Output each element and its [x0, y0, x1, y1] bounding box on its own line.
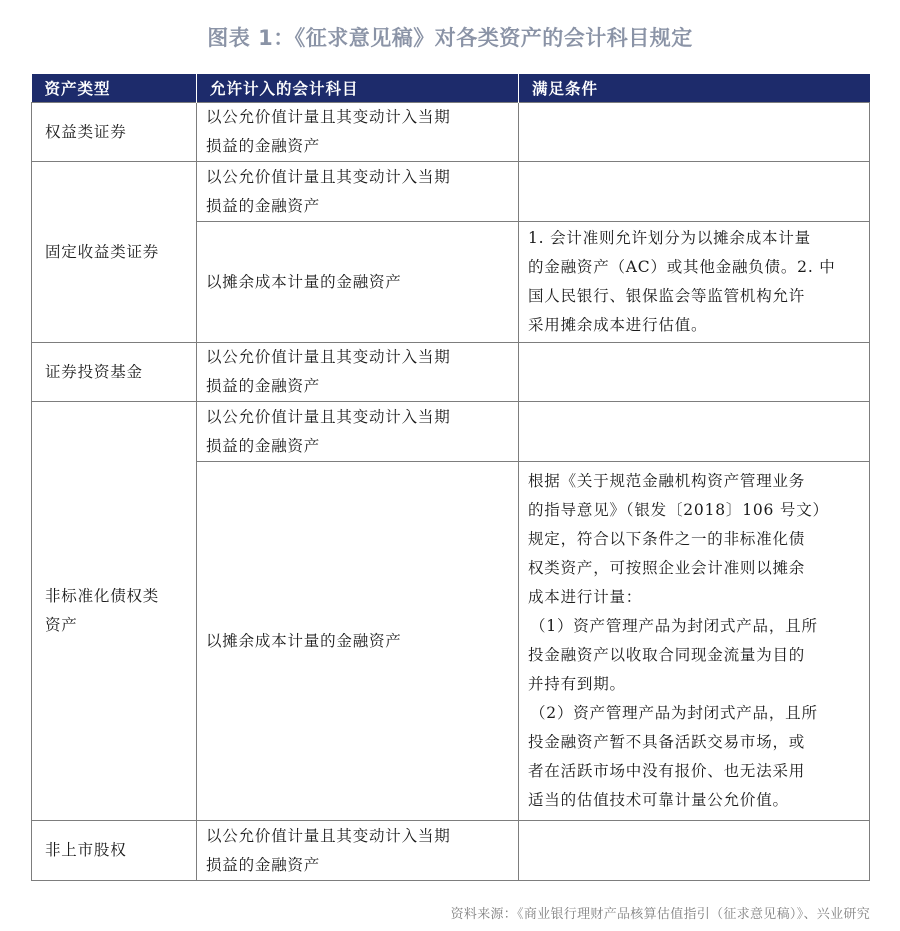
asset-type-line: 非标准化债权类: [45, 587, 160, 605]
asset-type-cell: 证券投资基金: [32, 343, 197, 402]
condition-cell: [519, 462, 870, 821]
condition-line: （2）资产管理产品为封闭式产品，且所: [530, 704, 818, 722]
condition-line: 规定，符合以下条件之一的非标准化债: [528, 530, 806, 548]
accounting-subject-cell: [197, 821, 519, 881]
asset-accounting-table: [31, 74, 870, 881]
accounting-subject-cell: 以摊余成本计量的金融资产: [197, 222, 519, 343]
condition-cell: [519, 343, 870, 402]
condition-cell: [519, 402, 870, 462]
condition-cell: [519, 162, 870, 222]
subject-line: 损益的金融资产: [206, 377, 321, 395]
table-row: [32, 402, 870, 462]
subject-line: 损益的金融资产: [206, 196, 321, 215]
table-header-row: [32, 74, 870, 103]
header-conditions: 满足条件: [519, 74, 870, 103]
table-row: [32, 343, 870, 402]
accounting-subject-cell: 以摊余成本计量的金融资产: [197, 462, 519, 821]
accounting-subject-cell: [197, 343, 519, 402]
condition-line: 国人民银行、银保监会等监管机构允许: [528, 287, 806, 305]
subject-line: 以公允价值计量且其变动计入当期: [206, 167, 451, 186]
subject-line: 以公允价值计量且其变动计入当期: [206, 348, 451, 366]
condition-line: 成本进行计量：: [528, 588, 643, 606]
source-note: 资料来源：《商业银行理财产品核算估值指引（征求意见稿）》、兴业研究: [450, 907, 870, 922]
subject-line: 以公允价值计量且其变动计入当期: [206, 108, 451, 126]
condition-line: 根据《关于规范金融机构资产管理业务: [528, 472, 806, 490]
header-accounting-subject: 允许计入的会计科目: [197, 74, 519, 103]
accounting-subject-cell: [197, 162, 519, 222]
accounting-subject-cell: [197, 402, 519, 462]
condition-line: 采用摊余成本进行估值。: [528, 316, 708, 334]
condition-line: 1. 会计准则允许划分为以摊余成本计量: [528, 229, 811, 247]
accounting-subject-cell: [197, 103, 519, 162]
table-row: [32, 103, 870, 162]
asset-type-cell: 固定收益类证券: [32, 162, 197, 343]
condition-line: （1）资产管理产品为封闭式产品，且所: [530, 617, 818, 635]
figure-title: 图表 1：《征求意见稿》对各类资产的会计科目规定: [207, 26, 693, 50]
asset-type-line: 资产: [45, 616, 78, 634]
condition-line: 适当的估值技术可靠计量公允价值。: [528, 791, 789, 809]
condition-line: 者在活跃市场中没有报价、也无法采用: [528, 762, 806, 780]
condition-cell: [519, 821, 870, 881]
condition-line: 权类资产，可按照企业会计准则以摊余: [528, 559, 806, 577]
subject-line: 损益的金融资产: [206, 855, 321, 874]
table-row: [32, 162, 870, 222]
condition-line: 的金融资产（AC）或其他金融负债。2. 中: [528, 258, 836, 276]
subject-line: 损益的金融资产: [206, 137, 321, 155]
condition-line: 的指导意见》（银发〔2018〕106 号文）: [528, 501, 829, 519]
asset-type-cell: 非上市股权: [32, 821, 197, 881]
subject-line: 以公允价值计量且其变动计入当期: [206, 407, 451, 426]
condition-cell: [519, 103, 870, 162]
condition-line: 并持有到期。: [528, 675, 626, 693]
condition-line: 投金融资产以收取合同现金流量为目的: [528, 646, 806, 664]
asset-type-cell: [32, 402, 197, 821]
header-asset-type: 资产类型: [32, 74, 197, 103]
table-row: [32, 821, 870, 881]
condition-line: 投金融资产暂不具备活跃交易市场，或: [528, 733, 806, 751]
subject-line: 损益的金融资产: [206, 436, 321, 455]
asset-type-cell: 权益类证券: [32, 103, 197, 162]
subject-line: 以公允价值计量且其变动计入当期: [206, 826, 451, 845]
condition-cell: [519, 222, 870, 343]
